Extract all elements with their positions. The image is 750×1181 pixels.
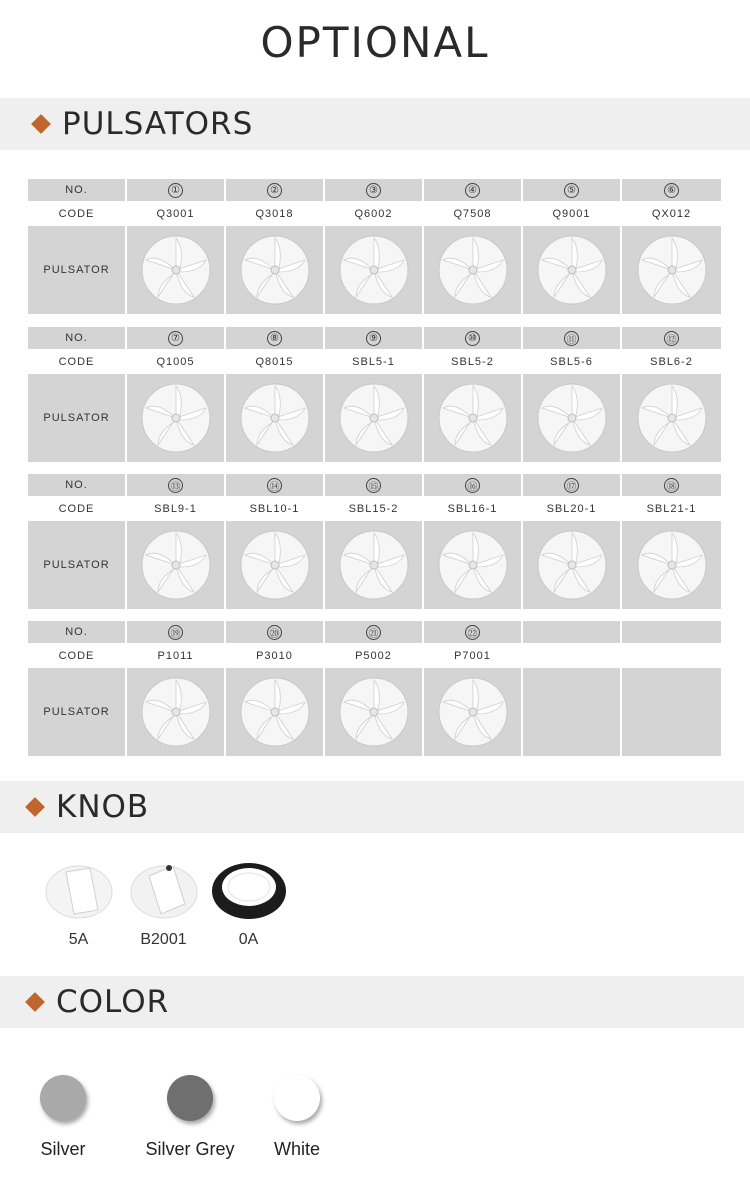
number-cell <box>424 179 523 201</box>
label-pulsator: PULSATOR <box>28 668 127 756</box>
label-pulsator: PULSATOR <box>28 521 127 609</box>
code-cell: Q6002 <box>325 201 424 226</box>
pulsator-image-cell <box>523 226 622 314</box>
code-cell: Q3018 <box>226 201 325 226</box>
pulsator-icon <box>140 234 212 306</box>
item-number: ⑮ <box>366 478 381 493</box>
item-number: ㉑ <box>366 625 381 640</box>
pulsator-table-group <box>28 621 722 756</box>
pulsator-image-cell <box>226 374 325 462</box>
pulsator-icon <box>437 234 509 306</box>
pulsator-icon <box>437 676 509 748</box>
pulsator-icon <box>140 676 212 748</box>
label-code: CODE <box>28 201 127 226</box>
pulsator-icon <box>536 382 608 454</box>
page-title: OPTIONAL <box>260 18 490 67</box>
label-no: NO. <box>28 621 127 643</box>
pulsator-image-cell <box>523 668 622 756</box>
knob-black-icon <box>210 858 288 920</box>
color-label: Silver Grey <box>145 1139 235 1159</box>
pulsator-image-cell <box>424 668 523 756</box>
item-number: ⑪ <box>564 331 579 346</box>
pulsator-icon <box>437 529 509 601</box>
pulsator-icon <box>140 529 212 601</box>
code-cell: SBL15-2 <box>325 496 424 521</box>
code-cell: P3010 <box>226 643 325 668</box>
number-cell <box>325 327 424 349</box>
number-cell <box>523 474 622 496</box>
code-cell: SBL16-1 <box>424 496 523 521</box>
pulsator-icon <box>536 234 608 306</box>
number-cell <box>325 621 424 643</box>
row-pulsator <box>28 668 722 756</box>
diamond-bullet-icon <box>31 114 51 134</box>
color-swatch <box>167 1075 213 1121</box>
item-number: ④ <box>465 183 480 198</box>
code-cell: SBL5-6 <box>523 349 622 374</box>
color-item-silver <box>30 1075 96 1160</box>
pulsator-image-cell <box>325 226 424 314</box>
code-cell: SBL10-1 <box>226 496 325 521</box>
number-cell <box>424 327 523 349</box>
item-number: ⑱ <box>664 478 679 493</box>
code-cell: SBL9-1 <box>127 496 226 521</box>
pulsator-image-cell <box>622 226 721 314</box>
pulsator-image-cell <box>622 521 721 609</box>
section-title-pulsators: PULSATORS <box>62 106 254 142</box>
pulsator-image-cell <box>127 668 226 756</box>
code-cell: Q3001 <box>127 201 226 226</box>
color-label: Silver <box>40 1139 86 1159</box>
section-header-pulsators <box>0 98 750 150</box>
pulsator-icon <box>636 234 708 306</box>
label-code: CODE <box>28 496 127 521</box>
number-cell <box>622 327 721 349</box>
pulsator-icon <box>239 676 311 748</box>
label-code: CODE <box>28 349 127 374</box>
color-item-silver-grey <box>140 1075 240 1160</box>
code-cell: SBL20-1 <box>523 496 622 521</box>
label-no: NO. <box>28 474 127 496</box>
number-cell <box>622 179 721 201</box>
label-no: NO. <box>28 327 127 349</box>
knob-label: 5A <box>68 931 89 948</box>
pulsator-icon <box>338 529 410 601</box>
row-no <box>28 621 722 643</box>
pulsator-table-group <box>28 474 722 609</box>
row-no <box>28 474 722 496</box>
item-number: ⑥ <box>664 183 679 198</box>
color-label: White <box>273 1139 320 1159</box>
item-number: ㉒ <box>465 625 480 640</box>
knob-item <box>206 858 291 949</box>
item-number: ⑦ <box>168 331 183 346</box>
pulsator-icon <box>437 382 509 454</box>
pulsator-image-cell <box>424 226 523 314</box>
number-cell <box>226 474 325 496</box>
pulsator-image-cell <box>226 668 325 756</box>
row-code <box>28 349 722 374</box>
row-code <box>28 496 722 521</box>
pulsator-table-group <box>28 327 722 462</box>
item-number: ⑧ <box>267 331 282 346</box>
number-cell <box>622 474 721 496</box>
diamond-bullet-icon <box>25 797 45 817</box>
row-no <box>28 179 722 201</box>
section-header-knob <box>0 781 744 833</box>
label-code: CODE <box>28 643 127 668</box>
number-cell <box>523 621 622 643</box>
section-header-color <box>0 976 744 1028</box>
pulsator-icon <box>636 382 708 454</box>
number-cell <box>523 179 622 201</box>
color-swatch <box>274 1075 320 1121</box>
code-cell: SBL5-2 <box>424 349 523 374</box>
number-cell <box>424 474 523 496</box>
pulsator-icon <box>338 382 410 454</box>
knob-white-icon <box>44 858 114 920</box>
item-number: ⑯ <box>465 478 480 493</box>
pulsator-image-cell <box>424 521 523 609</box>
number-cell <box>226 327 325 349</box>
pulsator-icon <box>338 676 410 748</box>
pulsator-table-group <box>28 179 722 314</box>
code-cell: Q9001 <box>523 201 622 226</box>
number-cell <box>523 327 622 349</box>
number-cell <box>325 474 424 496</box>
pulsator-image-cell <box>325 521 424 609</box>
number-cell <box>622 621 721 643</box>
code-cell: P5002 <box>325 643 424 668</box>
code-cell: SBL21-1 <box>622 496 721 521</box>
number-cell <box>226 621 325 643</box>
row-pulsator <box>28 374 722 462</box>
diamond-bullet-icon <box>25 992 45 1012</box>
item-number: ⑨ <box>366 331 381 346</box>
number-cell <box>127 179 226 201</box>
row-code <box>28 643 722 668</box>
code-cell: P7001 <box>424 643 523 668</box>
item-number: ⑩ <box>465 331 480 346</box>
row-pulsator <box>28 521 722 609</box>
item-number: ③ <box>366 183 381 198</box>
item-number: ⑬ <box>168 478 183 493</box>
pulsator-icon <box>636 529 708 601</box>
pulsator-image-cell <box>424 374 523 462</box>
pulsator-icon <box>536 529 608 601</box>
code-cell: SBL5-1 <box>325 349 424 374</box>
code-cell <box>523 643 622 668</box>
row-no <box>28 327 722 349</box>
label-no: NO. <box>28 179 127 201</box>
item-number: ① <box>168 183 183 198</box>
knob-item <box>36 858 121 949</box>
number-cell <box>424 621 523 643</box>
pulsator-image-cell <box>325 668 424 756</box>
pulsator-icon <box>239 382 311 454</box>
pulsator-image-cell <box>523 521 622 609</box>
item-number: ⑤ <box>564 183 579 198</box>
number-cell <box>127 621 226 643</box>
item-number: ⑲ <box>168 625 183 640</box>
pulsator-image-cell <box>325 374 424 462</box>
knob-label: B2001 <box>140 931 187 948</box>
pulsator-image-cell <box>127 374 226 462</box>
code-cell: Q8015 <box>226 349 325 374</box>
color-list <box>30 1075 330 1160</box>
pulsator-image-cell <box>127 521 226 609</box>
knob-label: 0A <box>238 931 259 948</box>
code-cell: QX012 <box>622 201 721 226</box>
number-cell <box>127 327 226 349</box>
item-number: ⑫ <box>664 331 679 346</box>
pulsator-icon <box>338 234 410 306</box>
code-cell: Q1005 <box>127 349 226 374</box>
pulsator-icon <box>140 382 212 454</box>
pulsator-image-cell <box>226 226 325 314</box>
pulsator-image-cell <box>127 226 226 314</box>
label-pulsator: PULSATOR <box>28 374 127 462</box>
item-number: ⑳ <box>267 625 282 640</box>
knob-white-icon <box>129 858 199 920</box>
pulsator-icon <box>239 529 311 601</box>
pulsator-icon <box>239 234 311 306</box>
label-pulsator: PULSATOR <box>28 226 127 314</box>
color-swatch <box>40 1075 86 1121</box>
number-cell <box>127 474 226 496</box>
number-cell <box>325 179 424 201</box>
color-item-white <box>264 1075 330 1160</box>
item-number: ② <box>267 183 282 198</box>
pulsator-image-cell <box>226 521 325 609</box>
pulsator-image-cell <box>622 374 721 462</box>
item-number: ⑭ <box>267 478 282 493</box>
code-cell: Q7508 <box>424 201 523 226</box>
section-title-knob: KNOB <box>56 789 150 825</box>
item-number: ⑰ <box>564 478 579 493</box>
knob-item <box>121 858 206 949</box>
row-code <box>28 201 722 226</box>
code-cell: SBL6-2 <box>622 349 721 374</box>
code-cell <box>622 643 721 668</box>
pulsator-image-cell <box>622 668 721 756</box>
knob-list <box>36 858 291 949</box>
row-pulsator <box>28 226 722 314</box>
code-cell: P1011 <box>127 643 226 668</box>
pulsator-image-cell <box>523 374 622 462</box>
number-cell <box>226 179 325 201</box>
section-title-color: COLOR <box>56 984 170 1020</box>
